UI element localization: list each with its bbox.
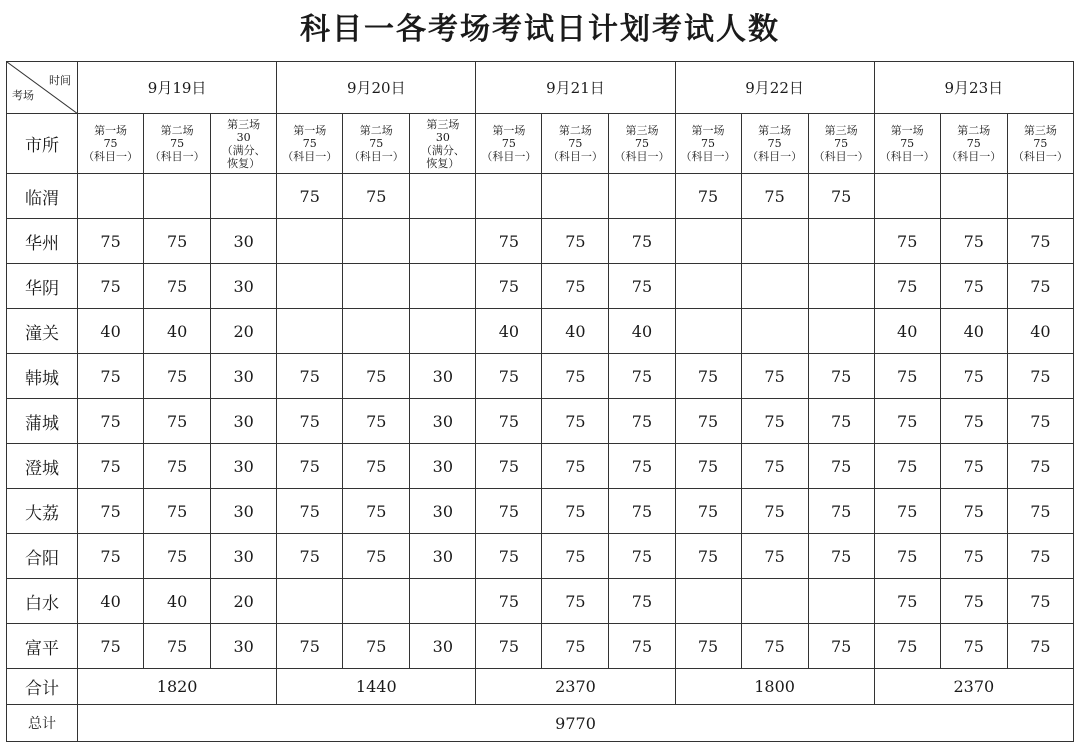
count-cell: 75	[675, 354, 741, 399]
count-cell: 75	[78, 624, 144, 669]
count-cell: 75	[1007, 354, 1073, 399]
count-cell: 75	[144, 534, 211, 579]
place-label: 考场	[12, 89, 34, 102]
count-cell	[675, 264, 741, 309]
count-cell: 75	[874, 354, 940, 399]
count-cell: 20	[211, 309, 277, 354]
count-cell: 75	[78, 444, 144, 489]
count-cell: 75	[808, 174, 874, 219]
count-cell: 75	[609, 489, 675, 534]
count-cell: 75	[940, 489, 1007, 534]
count-cell: 75	[476, 399, 542, 444]
count-cell: 75	[78, 489, 144, 534]
count-cell	[277, 264, 343, 309]
city-name-cell: 临渭	[7, 174, 78, 219]
count-cell: 75	[808, 399, 874, 444]
table-row	[7, 489, 1074, 534]
count-cell	[211, 174, 277, 219]
count-cell	[277, 219, 343, 264]
count-cell	[808, 309, 874, 354]
count-cell: 30	[211, 399, 277, 444]
count-cell: 30	[211, 624, 277, 669]
table-row	[7, 174, 1074, 219]
session-header: 第二场 75 （科目一）	[144, 114, 211, 174]
city-name-cell: 白水	[7, 579, 78, 624]
count-cell	[410, 264, 476, 309]
count-cell	[410, 219, 476, 264]
count-cell: 75	[542, 579, 609, 624]
count-cell: 75	[675, 534, 741, 579]
table-row	[7, 534, 1074, 579]
count-cell: 75	[1007, 579, 1073, 624]
session-header: 第三场 75 （科目一）	[1007, 114, 1073, 174]
subtotal-value: 2370	[874, 669, 1073, 705]
count-cell	[874, 174, 940, 219]
count-cell: 75	[476, 624, 542, 669]
count-cell: 75	[144, 354, 211, 399]
city-name-cell: 富平	[7, 624, 78, 669]
date-header: 9月19日	[78, 62, 277, 114]
count-cell: 75	[609, 579, 675, 624]
count-cell	[343, 309, 410, 354]
count-cell: 75	[874, 624, 940, 669]
count-cell: 75	[343, 354, 410, 399]
count-cell: 75	[741, 354, 808, 399]
count-cell: 75	[808, 444, 874, 489]
table-row	[7, 309, 1074, 354]
count-cell: 75	[741, 489, 808, 534]
session-header: 第三场 30 （满分、 恢复）	[211, 114, 277, 174]
count-cell: 75	[675, 174, 741, 219]
city-name-cell: 大荔	[7, 489, 78, 534]
city-name-cell: 华阴	[7, 264, 78, 309]
count-cell: 75	[343, 489, 410, 534]
session-header: 第二场 75 （科目一）	[741, 114, 808, 174]
count-cell: 75	[277, 399, 343, 444]
count-cell	[675, 309, 741, 354]
table-row	[7, 399, 1074, 444]
count-cell: 30	[410, 354, 476, 399]
count-cell: 75	[277, 489, 343, 534]
count-cell: 75	[741, 534, 808, 579]
count-cell	[741, 264, 808, 309]
count-cell: 75	[476, 354, 542, 399]
count-cell: 75	[1007, 264, 1073, 309]
count-cell	[741, 219, 808, 264]
session-header-row	[7, 114, 1074, 174]
count-cell: 75	[144, 264, 211, 309]
count-cell: 75	[542, 264, 609, 309]
date-header-row	[7, 62, 1074, 114]
count-cell: 75	[144, 444, 211, 489]
session-header: 第一场 75 （科目一）	[874, 114, 940, 174]
count-cell	[410, 309, 476, 354]
count-cell: 75	[874, 219, 940, 264]
count-cell: 30	[410, 489, 476, 534]
count-cell: 75	[609, 399, 675, 444]
count-cell: 75	[609, 264, 675, 309]
count-cell: 75	[1007, 399, 1073, 444]
count-cell: 40	[476, 309, 542, 354]
date-header: 9月21日	[476, 62, 675, 114]
count-cell: 75	[874, 399, 940, 444]
count-cell: 75	[343, 444, 410, 489]
count-cell: 20	[211, 579, 277, 624]
count-cell: 75	[940, 579, 1007, 624]
count-cell: 75	[542, 444, 609, 489]
count-cell: 75	[1007, 624, 1073, 669]
count-cell: 75	[343, 534, 410, 579]
count-cell: 40	[609, 309, 675, 354]
count-cell: 75	[277, 624, 343, 669]
count-cell	[343, 264, 410, 309]
count-cell: 30	[410, 444, 476, 489]
count-cell	[741, 309, 808, 354]
count-cell: 75	[144, 624, 211, 669]
time-label: 时间	[49, 74, 72, 87]
session-header: 第一场 75 （科目一）	[78, 114, 144, 174]
count-cell	[675, 579, 741, 624]
count-cell: 75	[78, 219, 144, 264]
count-cell	[476, 174, 542, 219]
page-title: 科目一各考场考试日计划考试人数	[300, 12, 780, 47]
count-cell: 75	[940, 219, 1007, 264]
date-header: 9月22日	[675, 62, 874, 114]
count-cell: 30	[410, 624, 476, 669]
count-cell: 75	[741, 444, 808, 489]
count-cell: 75	[808, 489, 874, 534]
count-cell: 75	[542, 354, 609, 399]
session-header: 第一场 75 （科目一）	[277, 114, 343, 174]
subtotal-value: 1820	[78, 669, 277, 705]
count-cell: 30	[211, 219, 277, 264]
session-header: 第三场 75 （科目一）	[808, 114, 874, 174]
session-header: 第二场 75 （科目一）	[940, 114, 1007, 174]
count-cell: 40	[542, 309, 609, 354]
session-header: 第二场 75 （科目一）	[542, 114, 609, 174]
count-cell: 75	[675, 489, 741, 534]
city-name-cell: 合阳	[7, 534, 78, 579]
count-cell	[808, 264, 874, 309]
count-cell	[410, 579, 476, 624]
count-cell: 40	[1007, 309, 1073, 354]
subtotal-row	[7, 669, 1074, 705]
session-header: 第一场 75 （科目一）	[675, 114, 741, 174]
count-cell: 40	[144, 309, 211, 354]
count-cell: 75	[808, 534, 874, 579]
subtotal-value: 2370	[476, 669, 675, 705]
count-cell: 75	[874, 264, 940, 309]
count-cell: 75	[1007, 534, 1073, 579]
count-cell: 75	[78, 534, 144, 579]
count-cell: 75	[144, 399, 211, 444]
count-cell: 75	[609, 624, 675, 669]
count-cell: 75	[144, 219, 211, 264]
count-cell: 75	[808, 354, 874, 399]
count-cell: 75	[940, 399, 1007, 444]
count-cell	[1007, 174, 1073, 219]
count-cell: 75	[476, 444, 542, 489]
count-cell: 75	[476, 264, 542, 309]
count-cell: 75	[940, 624, 1007, 669]
count-cell: 30	[211, 534, 277, 579]
table-row	[7, 264, 1074, 309]
count-cell: 75	[542, 624, 609, 669]
count-cell: 75	[741, 174, 808, 219]
count-cell: 75	[476, 579, 542, 624]
count-cell	[144, 174, 211, 219]
count-cell	[277, 309, 343, 354]
count-cell: 75	[343, 399, 410, 444]
total-row	[7, 705, 1074, 742]
count-cell: 75	[1007, 489, 1073, 534]
subtotal-label: 合计	[7, 669, 78, 705]
count-cell: 75	[343, 174, 410, 219]
count-cell: 30	[211, 264, 277, 309]
count-cell: 75	[343, 624, 410, 669]
count-cell	[675, 219, 741, 264]
count-cell: 75	[78, 264, 144, 309]
count-cell: 75	[542, 219, 609, 264]
date-header: 9月20日	[277, 62, 476, 114]
count-cell: 75	[675, 444, 741, 489]
count-cell: 75	[874, 534, 940, 579]
subheader-label: 市所	[7, 114, 78, 174]
session-header: 第三场 75 （科目一）	[609, 114, 675, 174]
count-cell: 75	[874, 489, 940, 534]
city-name-cell: 潼关	[7, 309, 78, 354]
count-cell: 75	[675, 624, 741, 669]
count-cell: 75	[609, 219, 675, 264]
count-cell: 75	[277, 354, 343, 399]
count-cell	[741, 579, 808, 624]
table-row	[7, 579, 1074, 624]
corner-header-cell	[7, 62, 78, 114]
count-cell: 75	[476, 534, 542, 579]
date-header: 9月23日	[874, 62, 1073, 114]
subtotal-value: 1440	[277, 669, 476, 705]
count-cell: 75	[874, 579, 940, 624]
count-cell: 75	[675, 399, 741, 444]
count-cell: 30	[211, 489, 277, 534]
count-cell: 75	[940, 444, 1007, 489]
count-cell	[410, 174, 476, 219]
exam-schedule-table	[6, 61, 1074, 742]
count-cell: 30	[410, 534, 476, 579]
count-cell: 40	[874, 309, 940, 354]
count-cell: 75	[1007, 219, 1073, 264]
session-header: 第三场 30 （满分、 恢复）	[410, 114, 476, 174]
count-cell	[277, 579, 343, 624]
count-cell: 40	[78, 309, 144, 354]
count-cell: 75	[78, 399, 144, 444]
count-cell: 75	[1007, 444, 1073, 489]
total-value: 9770	[78, 705, 1074, 742]
count-cell: 75	[609, 534, 675, 579]
count-cell: 30	[211, 354, 277, 399]
count-cell: 75	[542, 534, 609, 579]
table-row	[7, 624, 1074, 669]
count-cell: 75	[808, 624, 874, 669]
count-cell: 40	[940, 309, 1007, 354]
count-cell: 75	[741, 399, 808, 444]
count-cell	[343, 219, 410, 264]
table-row	[7, 354, 1074, 399]
table-row	[7, 219, 1074, 264]
city-name-cell: 韩城	[7, 354, 78, 399]
count-cell: 75	[741, 624, 808, 669]
count-cell: 40	[144, 579, 211, 624]
city-name-cell: 蒲城	[7, 399, 78, 444]
count-cell: 75	[78, 354, 144, 399]
session-header: 第二场 75 （科目一）	[343, 114, 410, 174]
count-cell	[343, 579, 410, 624]
count-cell	[940, 174, 1007, 219]
city-name-cell: 华州	[7, 219, 78, 264]
count-cell	[808, 219, 874, 264]
count-cell: 75	[277, 444, 343, 489]
count-cell	[78, 174, 144, 219]
count-cell	[808, 579, 874, 624]
table-row	[7, 444, 1074, 489]
session-header: 第一场 75 （科目一）	[476, 114, 542, 174]
subtotal-value: 1800	[675, 669, 874, 705]
count-cell: 75	[874, 444, 940, 489]
count-cell: 75	[277, 174, 343, 219]
count-cell: 75	[277, 534, 343, 579]
count-cell: 75	[940, 534, 1007, 579]
total-label: 总计	[7, 705, 78, 742]
city-name-cell: 澄城	[7, 444, 78, 489]
count-cell: 75	[476, 219, 542, 264]
count-cell: 30	[211, 444, 277, 489]
count-cell: 75	[940, 264, 1007, 309]
count-cell: 75	[476, 489, 542, 534]
count-cell: 75	[542, 489, 609, 534]
count-cell	[609, 174, 675, 219]
count-cell: 75	[609, 354, 675, 399]
count-cell: 75	[609, 444, 675, 489]
count-cell: 30	[410, 399, 476, 444]
count-cell: 75	[144, 489, 211, 534]
count-cell	[542, 174, 609, 219]
count-cell: 75	[542, 399, 609, 444]
count-cell: 40	[78, 579, 144, 624]
count-cell: 75	[940, 354, 1007, 399]
